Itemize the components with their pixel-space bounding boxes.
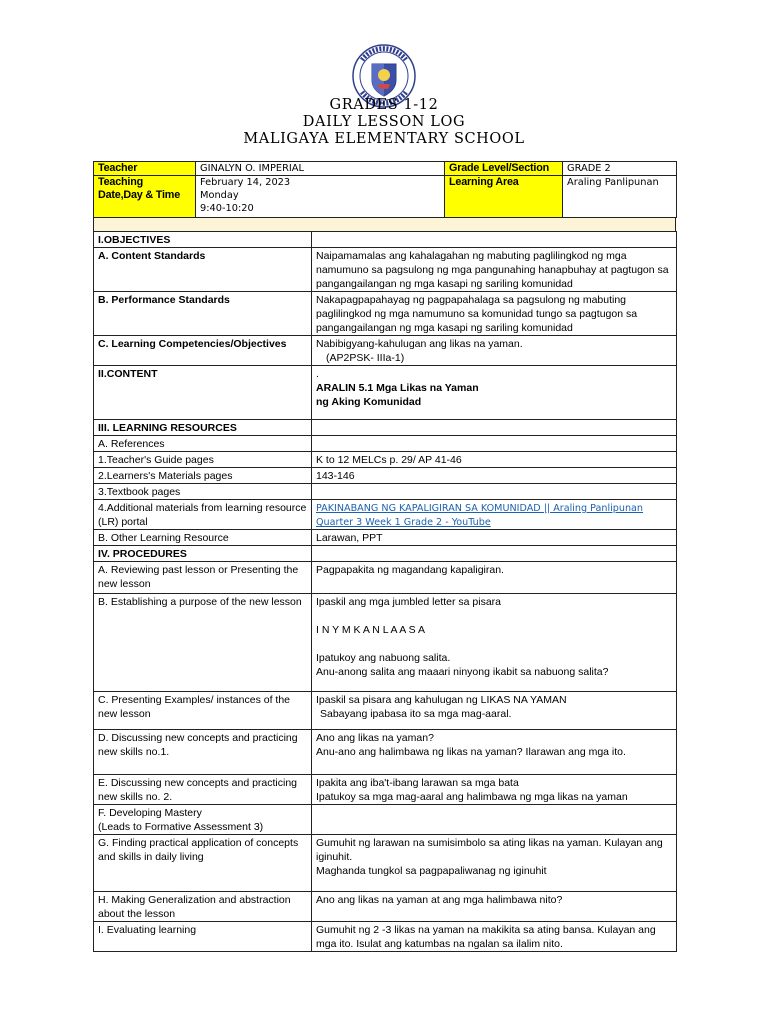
- procedure-g-value: [312, 835, 677, 892]
- procedure-a-value: Pagpapakita ng magandang kapaligiran.: [312, 562, 677, 594]
- day-value: Monday: [200, 190, 239, 201]
- competency-text: Nabibigyang-kahulugan ang likas na yaman.: [316, 338, 523, 350]
- procedure-a-label: A. Reviewing past lesson or Presenting the new lesson: [94, 562, 312, 594]
- procedure-d-label: D. Discussing new concepts and practicing new skills no.1.: [94, 730, 312, 775]
- procedure-c-label: C. Presenting Examples/ instances of the new lesson: [94, 692, 312, 730]
- procedure-h-label: H. Making Generalization and abstraction about the lesson: [94, 892, 312, 922]
- procedure-e-label: E. Discussing new concepts and practicing new skills no. 2.: [94, 775, 312, 805]
- grade-level-value: GRADE 2: [563, 162, 677, 176]
- procedure-e-line-1: Ipakita ang iba't-ibang larawan sa mga bata: [316, 777, 519, 789]
- procedures-empty: [312, 546, 677, 562]
- procedure-b-value: [312, 594, 677, 692]
- procedure-i-label: I. Evaluating learning: [94, 922, 312, 952]
- references-empty: [312, 436, 677, 452]
- references-label: A. References: [94, 436, 312, 452]
- procedure-c-line-1: Ipaskil sa pisara ang kahulugan ng LIKAS NA YAMAN: [316, 694, 567, 706]
- procedure-c-value: [312, 692, 677, 730]
- content-standards-value: Naipamamalas ang kahalagahan ng mabuting paglilingkod ng mga namumuno sa pagsulong ng mga pangunahing hanapbuhay at pagtugon sa pangangailangan ng mga kasapi ng sariling komunidad: [312, 248, 677, 292]
- competency-code: (AP2PSK- IIIa-1): [326, 352, 405, 364]
- content-dot: .: [316, 368, 319, 380]
- other-resource-value: Larawan, PPT: [312, 530, 677, 546]
- procedure-d-line-2: Anu-ano ang halimbawa ng likas na yaman? Ilarawan ang mga ito.: [316, 746, 626, 758]
- learning-resources-heading: III. LEARNING RESOURCES: [94, 420, 312, 436]
- procedure-e-line-2: Ipatukoy sa mga mag-aaral ang halimbawa ng mga likas na yaman: [316, 791, 628, 803]
- procedure-d-value: [312, 730, 677, 775]
- content-value: [312, 366, 677, 420]
- procedure-g-line-2: Maghanda tungkol sa pagpapaliwanag ng iginuhit: [316, 865, 547, 877]
- procedure-f-label: [94, 805, 312, 835]
- performance-standards-value: Nakapagpapahayag ng pagpapahalaga sa pagsulong ng mabuting paglilingkod ng mga namumuno sa komunidad tungo sa pagtugon sa pangangailangan ng mga kasapi ng sariling komunidad: [312, 292, 677, 336]
- lesson-title-1: ARALIN 5.1 Mga Likas na Yaman: [316, 382, 479, 394]
- lesson-log-table: [93, 231, 677, 952]
- section-separator: [93, 218, 676, 231]
- datetime-value: [196, 176, 445, 218]
- teachers-guide-value: K to 12 MELCs p. 29/ AP 41-46: [312, 452, 677, 468]
- performance-standards-label: B. Performance Standards: [94, 292, 312, 336]
- textbook-pages-label: 3.Textbook pages: [94, 484, 312, 500]
- procedure-c-line-2: Sabayang ipabasa ito sa mga mag-aaral.: [320, 708, 512, 720]
- procedure-i-value: Gumuhit ng 2 -3 likas na yaman na makikita sa ating bansa. Kulayan ang mga ito. Isulat ang katumbas na ngalan sa ilalim nito.: [312, 922, 677, 952]
- time-value: 9:40-10:20: [200, 203, 254, 214]
- procedure-b-line-3: Ipatukoy ang nabuong salita.: [316, 652, 451, 664]
- competencies-label: C. Learning Competencies/Objectives: [94, 336, 312, 366]
- teacher-value: GINALYN O. IMPERIAL: [196, 162, 445, 176]
- objectives-heading: I.OBJECTIVES: [94, 232, 312, 248]
- header-grades: GRADES 1-12: [329, 97, 439, 113]
- procedure-g-line-1: Gumuhit ng larawan na sumisimbolo sa ating likas na yaman. Kulayan ang iginuhit.: [316, 837, 663, 863]
- other-resource-label: B. Other Learning Resource: [94, 530, 312, 546]
- procedure-e-value: [312, 775, 677, 805]
- date-value: February 14, 2023: [200, 177, 291, 188]
- learners-materials-label: 2.Learners's Materials pages: [94, 468, 312, 484]
- header-school: MALIGAYA ELEMENTARY SCHOOL: [243, 131, 525, 147]
- learning-area-label: Learning Area: [445, 176, 563, 218]
- jumbled-letters: I N Y M K A N L A A S A: [316, 624, 425, 636]
- learning-area-value: Araling Panlipunan: [563, 176, 677, 218]
- learners-materials-value: 143-146: [312, 468, 677, 484]
- competencies-value: [312, 336, 677, 366]
- grade-level-label: Grade Level/Section: [445, 162, 563, 176]
- procedure-f-line-2: (Leads to Formative Assessment 3): [98, 821, 264, 833]
- learning-resources-empty: [312, 420, 677, 436]
- procedure-g-label: G. Finding practical application of concepts and skills in daily living: [94, 835, 312, 892]
- procedure-b-line-1: Ipaskil ang mga jumbled letter sa pisara: [316, 596, 502, 608]
- lesson-title-2: ng Aking Komunidad: [316, 396, 422, 408]
- procedure-f-empty: [312, 805, 677, 835]
- procedures-heading: IV. PROCEDURES: [94, 546, 312, 562]
- objectives-empty: [312, 232, 677, 248]
- youtube-resource-link[interactable]: PAKINABANG NG KAPALIGIRAN SA KOMUNIDAD || Araling Panlipunan Quarter 3 Week 1 Grade 2 - YouTube: [316, 503, 644, 528]
- procedure-f-line-1: F. Developing Mastery: [98, 807, 202, 819]
- content-standards-label: A. Content Standards: [94, 248, 312, 292]
- procedure-b-line-4: Anu-anong salita ang maaari ninyong ikabit sa nabuong salita?: [316, 666, 609, 678]
- teaching-label: Teaching: [98, 176, 143, 188]
- teacher-label: Teacher: [94, 162, 196, 176]
- textbook-pages-empty: [312, 484, 677, 500]
- datetime-label: Date,Day & Time: [98, 189, 181, 201]
- procedure-b-label: B. Establishing a purpose of the new lesson: [94, 594, 312, 692]
- additional-materials-label: 4.Additional materials from learning resource (LR) portal: [94, 500, 312, 530]
- header-log-title: DAILY LESSON LOG: [302, 114, 466, 130]
- additional-materials-value: [312, 500, 677, 530]
- teacher-info-table: [93, 161, 677, 218]
- procedure-d-line-1: Ano ang likas na yaman?: [316, 732, 434, 744]
- procedure-h-value: Ano ang likas na yaman at ang mga halimbawa nito?: [312, 892, 677, 922]
- teaching-datetime-label: [94, 176, 196, 218]
- teachers-guide-label: 1.Teacher's Guide pages: [94, 452, 312, 468]
- content-label: II.CONTENT: [94, 366, 312, 420]
